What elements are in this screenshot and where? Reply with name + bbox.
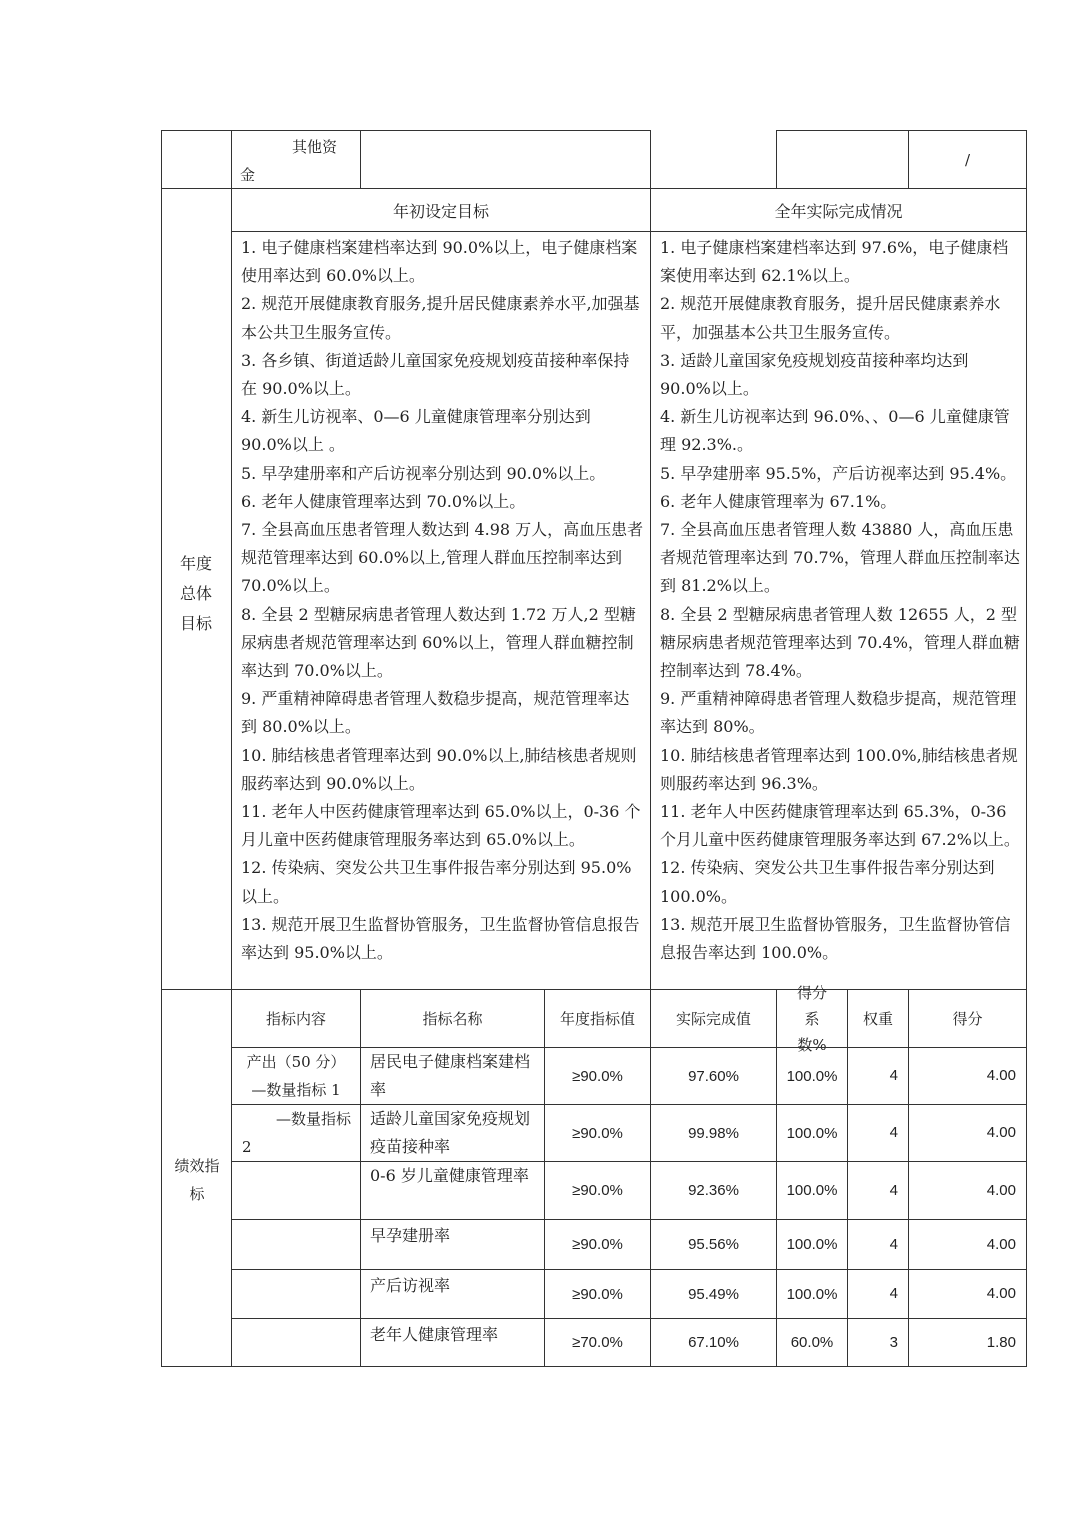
perf-row-name: 适龄儿童国家免疫规划疫苗接种率	[370, 1109, 531, 1156]
perf-row-name-cell	[360, 1318, 545, 1367]
perf-row-weight-cell	[847, 1318, 909, 1367]
perf-row-name-cell	[360, 1047, 545, 1105]
perf-row-coef: 100.0%	[786, 1124, 838, 1142]
perf-row-coef: 100.0%	[786, 1236, 838, 1253]
perf-header-content-cell	[231, 989, 361, 1048]
perf-header-actual-cell	[650, 989, 777, 1048]
initial-goal-item: 2. 规范开展健康教育服务,提升居民健康素养水平,加强基本公共卫生服务宣传。	[241, 294, 640, 342]
perf-header-score-cell	[908, 989, 1027, 1048]
perf-row-actual-cell	[650, 1161, 777, 1220]
perf-header-score: 得分	[952, 1010, 983, 1028]
perf-row-actual-cell	[650, 1104, 777, 1162]
perf-label: 绩效指标	[174, 1157, 220, 1203]
perf-row-weight: 4	[889, 1067, 898, 1084]
actual-goal-item: 12. 传染病、突发公共卫生事件报告率分别达到 100.0%。	[660, 858, 995, 906]
actual-goal-item: 2. 规范开展健康教育服务，提升居民健康素养水平，加强基本公共卫生服务宣传。	[660, 294, 1001, 342]
perf-row-content-cell	[231, 1161, 361, 1220]
perf-row-target: ≥70.0%	[572, 1334, 623, 1351]
initial-goal-item: 7. 全县高血压患者管理人数达到 4.98 万人，高血压患者规范管理率达到 60.0%以上,管理人群血压控制率达到 70.0%以上。	[241, 520, 644, 596]
other-funds-coef-cell	[776, 130, 909, 189]
perf-row-coef: 60.0%	[790, 1334, 834, 1351]
perf-row-actual-cell	[650, 1047, 777, 1105]
perf-row-content-cell	[231, 1269, 361, 1319]
perf-row-score: 4.00	[986, 1067, 1016, 1084]
perf-row-score-cell	[908, 1219, 1027, 1270]
perf-row-actual: 95.49%	[688, 1285, 739, 1303]
actual-goal-header: 全年实际完成情况	[774, 201, 903, 221]
perf-row-weight-cell	[847, 1047, 909, 1105]
perf-header-weight: 权重	[862, 1010, 893, 1028]
perf-row-name-cell	[360, 1104, 545, 1162]
initial-goal-item: 9. 严重精神障碍患者管理人数稳步提高，规范管理率达到 80.0%以上。	[241, 689, 630, 737]
perf-row-weight-cell	[847, 1269, 909, 1319]
perf-row-coef-cell	[776, 1047, 848, 1105]
initial-goal-item: 8. 全县 2 型糖尿病患者管理人数达到 1.72 万人,2 型糖尿病患者规范管理率达到 60%以上，管理人群血糖控制率达到 70.0%以上。	[241, 604, 636, 681]
perf-row-name-cell	[360, 1161, 545, 1220]
perf-header-weight-cell	[847, 989, 909, 1048]
perf-row-content: —数量指标 2	[242, 1110, 352, 1156]
other-funds-label: 其他资金	[240, 138, 338, 184]
perf-row-score: 4.00	[986, 1182, 1016, 1199]
initial-goal-item: 12. 传染病、突发公共卫生事件报告率分别达到 95.0%以上。	[241, 858, 632, 906]
perf-row-target: ≥90.0%	[572, 1182, 623, 1199]
actual-goal-item: 3. 适龄儿童国家免疫规划疫苗接种率均达到 90.0%以上。	[660, 350, 969, 399]
perf-row-weight-cell	[847, 1219, 909, 1270]
perf-row-target: ≥90.0%	[572, 1285, 623, 1303]
perf-row-name: 居民电子健康档案建档率	[370, 1052, 531, 1099]
initial-goal-item: 3. 各乡镇、街道适龄儿童国家免疫规划疫苗接种率保持在 90.0%以上。	[241, 350, 630, 399]
perf-row-content: 产出（50 分）—数量指标 1	[246, 1053, 346, 1099]
perf-row-coef-cell	[776, 1219, 848, 1270]
perf-row-coef-cell	[776, 1269, 848, 1319]
actual-goal-item: 1. 电子健康档案建档率达到 97.6%，电子健康档案使用率达到 62.1%以上。	[660, 238, 1009, 286]
perf-row-name: 早孕建册率	[370, 1226, 451, 1245]
perf-row-coef: 100.0%	[786, 1182, 838, 1199]
perf-row-score-cell	[908, 1104, 1027, 1162]
perf-row-score-cell	[908, 1161, 1027, 1220]
actual-goal-item: 6. 老年人健康管理率为 67.1%。	[660, 491, 897, 511]
perf-row-content-cell	[231, 1047, 361, 1105]
actual-goal-item: 5. 早孕建册率 95.5%，产后访视率达到 95.4%。	[660, 463, 1017, 483]
actual-goal-item: 7. 全县高血压患者管理人数 43880 人，高血压患者规范管理率达到 70.7%，管理人群血压控制率达到 81.2%以上。	[660, 520, 1020, 596]
perf-row-score-cell	[908, 1318, 1027, 1367]
perf-row-actual: 67.10%	[688, 1334, 739, 1351]
perf-row-target-cell	[544, 1161, 651, 1220]
perf-row-weight-cell	[847, 1104, 909, 1162]
other-funds-empty-cell	[650, 130, 777, 189]
perf-row-actual-cell	[650, 1318, 777, 1367]
perf-row-weight: 4	[889, 1182, 898, 1199]
perf-row-actual: 99.98%	[688, 1124, 739, 1142]
perf-row-score: 1.80	[986, 1334, 1016, 1351]
actual-goal-item: 8. 全县 2 型糖尿病患者管理人数 12655 人，2 型糖尿病患者规范管理率达到 70.4%，管理人群血糖控制率达到 78.4%。	[660, 604, 1020, 681]
perf-row-actual: 92.36%	[688, 1182, 739, 1199]
perf-row-target-cell	[544, 1104, 651, 1162]
perf-row-target-cell	[544, 1219, 651, 1270]
initial-goal-header-cell	[231, 188, 651, 232]
perf-row-name: 0-6 岁儿童健康管理率	[370, 1166, 529, 1185]
perf-row-score-cell	[908, 1269, 1027, 1319]
initial-goal-header: 年初设定目标	[392, 201, 489, 221]
perf-row-actual: 95.56%	[688, 1236, 739, 1253]
actual-goal-item: 13. 规范开展卫生监督协管服务，卫生监督协管信息报告率达到 100.0%。	[660, 914, 1011, 963]
initial-goal-body-cell	[231, 231, 651, 990]
annual-goal-label: 年度总体目标	[179, 554, 212, 633]
initial-goal-item: 6. 老年人健康管理率达到 70.0%以上。	[241, 491, 526, 511]
other-funds-slash-cell	[908, 130, 1027, 189]
perf-row-actual: 97.60%	[688, 1067, 739, 1085]
perf-header-target: 年度指标值	[559, 1010, 635, 1028]
perf-row-weight-cell	[847, 1161, 909, 1220]
initial-goal-item: 13. 规范开展卫生监督协管服务，卫生监督协管信息报告率达到 95.0%以上。	[241, 914, 640, 963]
other-funds-label-cell	[231, 130, 361, 189]
perf-header-coef: 得分系数%	[796, 983, 827, 1054]
perf-row-name: 产后访视率	[370, 1276, 451, 1295]
other-funds-blank-cell	[161, 130, 232, 189]
perf-header-coef-cell	[776, 983, 848, 1054]
other-funds-slash: /	[964, 150, 971, 169]
actual-goal-item: 11. 老年人中医药健康管理率达到 65.3%，0-36 个月儿童中医药健康管理服务率达到 67.2%以上。	[660, 802, 1020, 850]
perf-row-content-cell	[231, 1104, 361, 1162]
other-funds-value-cell	[360, 130, 651, 189]
perf-row-target-cell	[544, 1047, 651, 1105]
perf-row-weight: 4	[889, 1124, 898, 1141]
perf-row-score: 4.00	[986, 1285, 1016, 1302]
perf-header-actual: 实际完成值	[675, 1010, 751, 1028]
perf-header-name: 指标名称	[422, 1010, 483, 1028]
perf-row-actual-cell	[650, 1269, 777, 1319]
perf-row-name: 老年人健康管理率	[370, 1325, 499, 1344]
initial-goal-item: 11. 老年人中医药健康管理率达到 65.0%以上，0-36 个月儿童中医药健康管理服务率达到 65.0%以上。	[241, 802, 641, 850]
actual-goal-item: 4. 新生儿访视率达到 96.0%、、0—6 儿童健康管理 92.3%.。	[660, 407, 1010, 455]
perf-row-weight: 4	[889, 1236, 898, 1253]
perf-row-target: ≥90.0%	[572, 1124, 623, 1142]
perf-row-coef-cell	[776, 1104, 848, 1162]
perf-row-score: 4.00	[986, 1124, 1016, 1141]
perf-row-coef: 100.0%	[786, 1067, 838, 1085]
initial-goal-item: 4. 新生儿访视率、0—6 儿童健康管理率分别达到 90.0%以上 。	[241, 407, 591, 455]
perf-row-name-cell	[360, 1219, 545, 1270]
actual-goal-list	[660, 234, 1022, 967]
actual-goal-header-cell	[650, 188, 1027, 232]
perf-row-name-cell	[360, 1269, 545, 1319]
perf-header-name-cell	[360, 989, 545, 1048]
perf-row-score: 4.00	[986, 1236, 1016, 1253]
perf-row-target: ≥90.0%	[572, 1067, 623, 1085]
perf-row-coef: 100.0%	[786, 1285, 838, 1303]
initial-goal-item: 10. 肺结核患者管理率达到 90.0%以上,肺结核患者规则服药率达到 90.0%以上。	[241, 745, 637, 793]
perf-row-coef-cell	[776, 1318, 848, 1367]
actual-goal-item: 9. 严重精神障碍患者管理人数稳步提高，规范管理率达到 80%。	[660, 689, 1017, 737]
perf-row-target: ≥90.0%	[572, 1236, 623, 1253]
perf-header-target-cell	[544, 989, 651, 1048]
perf-row-content-cell	[231, 1318, 361, 1367]
perf-row-target-cell	[544, 1318, 651, 1367]
actual-goal-body-cell	[650, 231, 1027, 990]
actual-goal-item: 10. 肺结核患者管理率达到 100.0%,肺结核患者规则服药率达到 96.3%。	[660, 745, 1018, 793]
perf-row-weight: 4	[889, 1285, 898, 1302]
perf-row-score-cell	[908, 1047, 1027, 1105]
perf-row-weight: 3	[889, 1334, 898, 1351]
initial-goal-list	[241, 234, 645, 967]
annual-goal-label-cell	[161, 188, 232, 990]
perf-row-content-cell	[231, 1219, 361, 1270]
perf-row-coef-cell	[776, 1161, 848, 1220]
perf-row-actual-cell	[650, 1219, 777, 1270]
perf-label-cell	[161, 989, 232, 1367]
perf-row-target-cell	[544, 1269, 651, 1319]
initial-goal-item: 1. 电子健康档案建档率达到 90.0%以上，电子健康档案使用率达到 60.0%以上。	[241, 238, 638, 286]
perf-header-content: 指标内容	[265, 1010, 326, 1028]
initial-goal-item: 5. 早孕建册率和产后访视率分别达到 90.0%以上。	[241, 463, 606, 483]
